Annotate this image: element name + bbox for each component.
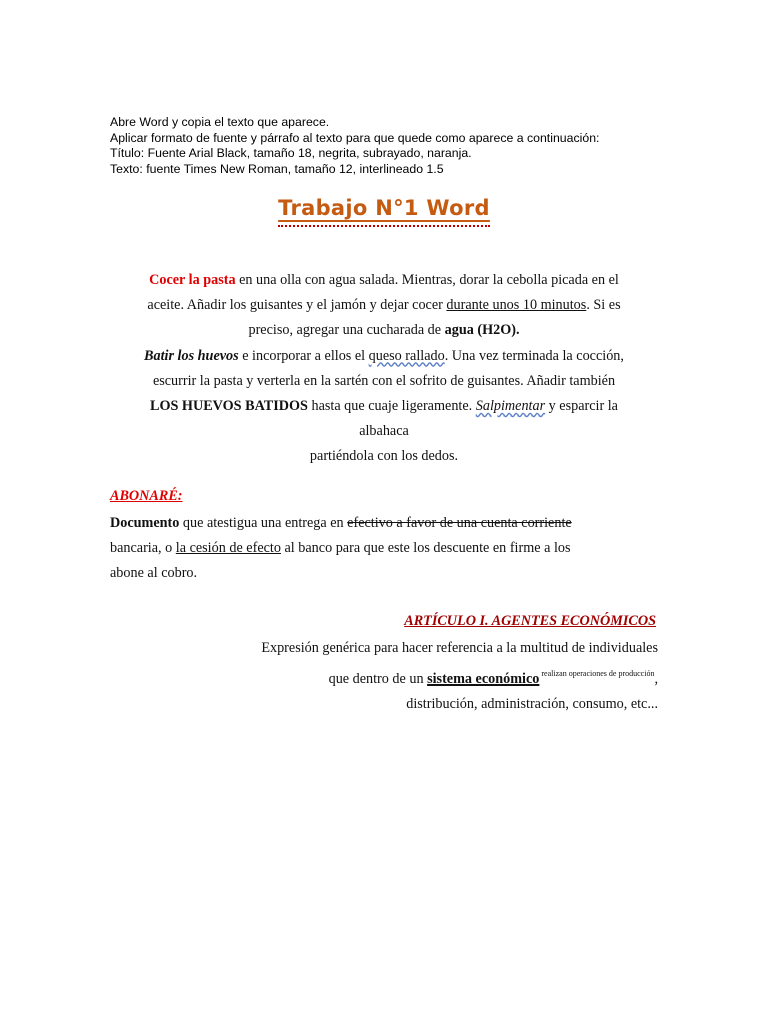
- abonare-line: [110, 511, 630, 536]
- recipe-line: [100, 394, 668, 419]
- text-run: al banco para que este los descuente en firme a los: [280, 540, 571, 557]
- spellcheck-queso-rallado: queso rallado: [368, 347, 445, 364]
- recipe-line: [100, 344, 668, 369]
- text-run: bancaria, o: [110, 540, 176, 557]
- articulo-line: [261, 661, 658, 692]
- instructions: [110, 115, 599, 178]
- recipe-line: escurrir la pasta y verterla en la sartén con el sofrito de guisantes. Añadir también: [152, 372, 616, 389]
- text-run: que dentro de un: [328, 671, 428, 688]
- articulo-paragraph: [261, 636, 658, 718]
- recipe-line: [100, 293, 668, 318]
- text-run: . Si es: [586, 297, 621, 314]
- instruction-line: Abre Word y copia el texto que aparece.: [110, 115, 330, 129]
- articulo-line: Expresión genérica para hacer referencia a la multitud de individuales: [261, 640, 658, 656]
- document-title: [0, 196, 768, 220]
- spellcheck-salpimentar: Salpimentar: [475, 398, 546, 415]
- cocer-la-pasta: Cocer la pasta: [149, 272, 236, 288]
- recipe-line: partiéndola con los dedos.: [309, 448, 459, 465]
- recipe-line: [100, 318, 668, 343]
- batir-los-huevos: Batir los huevos: [144, 347, 239, 364]
- instruction-line: Título: Fuente Arial Black, tamaño 18, negrita, subrayado, naranja.: [110, 146, 472, 161]
- document-title-text: Trabajo N°1 Word: [278, 196, 490, 227]
- abonare-heading: ABONARÉ:: [110, 488, 183, 504]
- text-run: y esparcir la: [545, 398, 618, 415]
- strikethrough-text: efectivo a favor de una cuenta corriente: [347, 515, 572, 531]
- articulo-heading: ARTÍCULO I. AGENTES ECONÓMICOS: [404, 613, 656, 629]
- abonare-paragraph: [110, 511, 630, 587]
- sistema-economico: sistema económico: [427, 671, 540, 688]
- instruction-line: Texto: fuente Times New Roman, tamaño 12, interlineado 1.5: [110, 162, 444, 177]
- recipe-line: [100, 268, 668, 293]
- bold-agua: agua (H2O).: [444, 322, 520, 339]
- text-run: . Una vez terminada la cocción,: [444, 347, 624, 364]
- bold-documento: Documento: [110, 515, 180, 531]
- los-huevos-batidos: LOS HUEVOS BATIDOS: [150, 398, 308, 415]
- text-run: preciso, agregar una cucharada de: [248, 322, 445, 339]
- text-run: ,: [654, 671, 658, 688]
- superscript-text: realizan operaciones de producción: [539, 669, 655, 679]
- text-run: e incorporar a ellos el: [238, 347, 369, 364]
- abonare-line: abone al cobro.: [110, 565, 198, 582]
- recipe-line: albahaca: [359, 423, 409, 440]
- text-run: que atestigua una entrega en: [179, 515, 348, 531]
- text-run: en una olla con agua salada. Mientras, dorar la cebolla picada en el: [235, 272, 619, 288]
- underlined-cesion: la cesión de efecto: [175, 540, 281, 557]
- text-run: hasta que cuaje ligeramente.: [307, 398, 476, 415]
- abonare-line: [110, 536, 630, 561]
- articulo-line: distribución, administración, consumo, etc...: [406, 696, 658, 713]
- recipe-paragraph: [100, 268, 668, 470]
- text-run: aceite. Añadir los guisantes y el jamón y dejar cocer: [147, 297, 447, 314]
- instruction-line: Aplicar formato de fuente y párrafo al texto para que quede como aparece a continuación:: [110, 130, 600, 145]
- underlined-duration: durante unos 10 minutos: [446, 297, 587, 314]
